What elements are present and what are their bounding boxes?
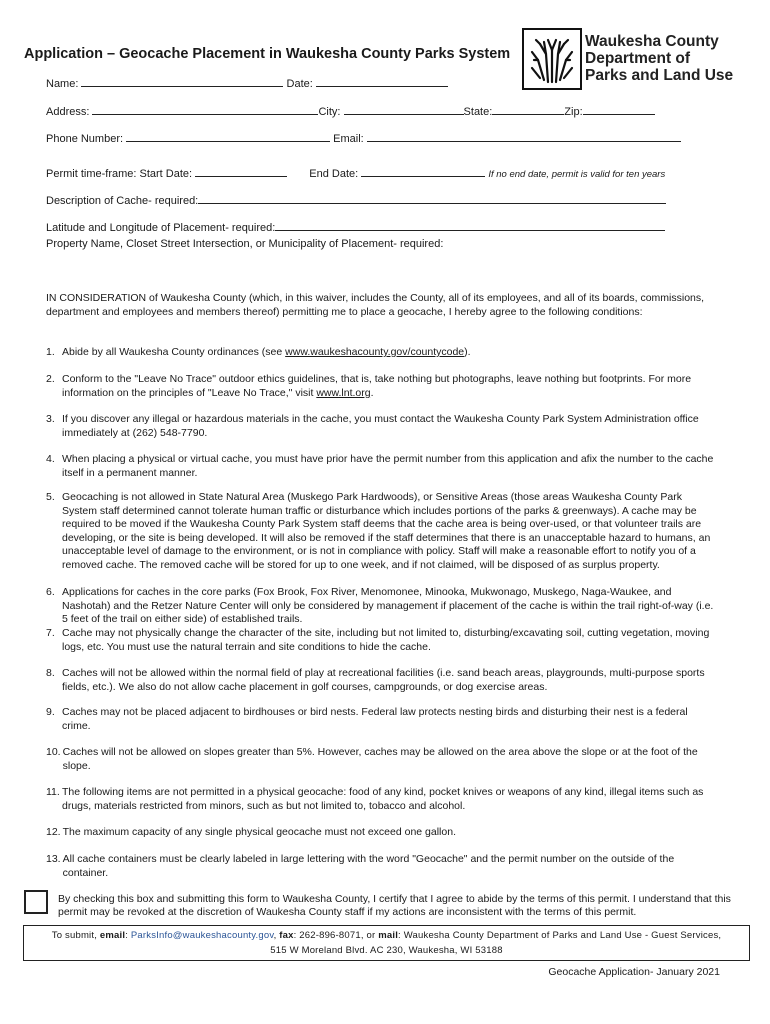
zip-label: Zip: bbox=[564, 106, 583, 118]
city-field[interactable] bbox=[344, 104, 464, 115]
condition-number: 11. bbox=[46, 786, 60, 798]
latlong-label: Latitude and Longitude of Placement- required: bbox=[46, 222, 276, 234]
condition-text: Cache may not physically change the character of the site, including but not limited to, disturbing/excavating soil, cutting vegetation, moving logs, etc. You must use the natural terrain and site conditions to hide the cache. bbox=[62, 627, 710, 653]
email-label: Email: bbox=[333, 133, 364, 145]
date-label: Date: bbox=[286, 78, 313, 90]
condition-number: 6. bbox=[46, 586, 55, 598]
condition-text-end: . bbox=[370, 386, 374, 399]
start-date-field[interactable] bbox=[195, 166, 287, 177]
condition-number: 4. bbox=[46, 453, 55, 465]
certify-text: By checking this box and submitting this form to Waukesha County, I certify that I agree to abide by the terms of this permit. I understand that this permit may be revoked at the discretion of Waukesha County staff if my actions are inconsistent with the terms of this permit. bbox=[58, 893, 731, 918]
condition-text: Caches may not be placed adjacent to birdhouses or bird nests. Federal law protects nesting birds and disturbing their nest is a federal crime. bbox=[62, 706, 688, 732]
submit-fax: 262-896-8071 bbox=[299, 930, 361, 941]
agency-line-1: Waukesha County bbox=[585, 33, 719, 50]
condition-5 bbox=[46, 491, 716, 572]
condition-1 bbox=[46, 346, 716, 360]
agency-line-2: Department of bbox=[585, 50, 691, 67]
countycode-link[interactable]: www.waukeshacounty.gov/countycode bbox=[285, 346, 465, 358]
condition-4 bbox=[46, 453, 716, 480]
county-logo-icon bbox=[522, 28, 582, 90]
condition-number: 2. bbox=[46, 373, 55, 385]
name-label: Name: bbox=[46, 78, 79, 90]
footer-version: Geocache Application- January 2021 bbox=[548, 966, 720, 978]
submit-or: , or bbox=[360, 930, 379, 941]
name-date-row bbox=[46, 76, 448, 90]
condition-12 bbox=[46, 826, 716, 840]
condition-number: 10. bbox=[46, 746, 61, 758]
latlong-field[interactable] bbox=[275, 220, 665, 231]
state-field[interactable] bbox=[492, 104, 564, 115]
submit-email-link[interactable]: ParksInfo@waukeshacounty.gov bbox=[130, 930, 274, 941]
end-date-field[interactable] bbox=[361, 166, 485, 177]
condition-text: Geocaching is not allowed in State Natural Area (Muskego Park Hardwoods), or Sensitive Areas (those areas Waukesha County Park System staff determined cannot tolerate human traffic or disturbance which includes portions of the parks & greenways). A cache may be required to be moved if the Waukesha County Park System staff deems that the cache area is being over-used, or that volunteer trails are developing, or the site is being developed. It will also be removed if the staff determines that there is an unacceptable hazard to humans, an unacceptable level of damage to the environment, or is not in compliance with policy. Staff will make a reasonable effort to notify you of a removed cache. The removed cache will be stored for up to one week, and if not claimed, will be disposed of as surplus property. bbox=[62, 491, 711, 571]
condition-text: Caches will not be allowed within the normal field of play at recreational facilities (i.e. sand beach areas, playgrounds, multi-purpose sports fields, etc.). We also do not allow cache placement in golf courses, campgrounds, or dog exercise areas. bbox=[62, 667, 705, 693]
description-row bbox=[46, 193, 666, 207]
condition-text: Abide by all Waukesha County ordinances (see bbox=[62, 346, 286, 358]
condition-6 bbox=[46, 586, 716, 627]
address-row bbox=[46, 104, 655, 118]
condition-number: 3. bbox=[46, 413, 55, 425]
end-date-note: If no end date, permit is valid for ten years bbox=[488, 169, 666, 180]
consideration-paragraph: IN CONSIDERATION of Waukesha County (which, in this waiver, includes the County, all of its employees, and all of its boards, commissions, department and employees and members thereof) permitting me to place a geocache, I hereby agree to the following conditions: bbox=[46, 292, 705, 318]
condition-8 bbox=[46, 667, 716, 694]
condition-text: Conform to the "Leave No Trace" outdoor ethics guidelines, that is, take nothing but photographs, leave nothing but footprints. For more information on the principles of "Leave No Trace," visit bbox=[62, 373, 692, 399]
email-method-label: email bbox=[99, 930, 126, 941]
condition-text: When placing a physical or virtual cache, you must have prior have the permit number from this application and afix the number to the cache itself in a permanent manner. bbox=[62, 453, 714, 479]
submit-intro: To submit, bbox=[51, 930, 100, 941]
condition-number: 9. bbox=[46, 706, 55, 718]
phone-email-row bbox=[46, 131, 681, 145]
condition-number: 1. bbox=[46, 346, 55, 358]
latlong-row bbox=[46, 220, 665, 234]
address-field[interactable] bbox=[92, 104, 318, 115]
form-title: Application – Geocache Placement in Waukesha County Parks System bbox=[24, 46, 511, 62]
lnt-link[interactable]: www.lnt.org bbox=[316, 386, 371, 399]
condition-text: The following items are not permitted in a physical geocache: food of any kind, pocket knives or weapons of any kind, illegal items such as drugs, materials restricted from minors, such as but not limited to, tobacco and alcohol. bbox=[62, 786, 704, 812]
mail-method-label: mail bbox=[378, 930, 399, 941]
condition-text: Applications for caches in the core parks (Fox Brook, Fox River, Menomonee, Minooka, Mukwonago, Muskego, Naga-Waukee, and Nashotah) and the Retzer Nature Center will only be considered by management if placement of the cache is within the trail right-of-way (i.e. 5 feet of the trail on either side) of established trails. bbox=[62, 586, 714, 625]
submit-instructions: To submit, email: ParksInfo@waukeshacounty.gov, fax: 262-896-8071, or mail: Waukesha County Department of Parks and Land Use - Guest Services, 515 W Moreland Blvd. AC 230, Waukesha, WI 53188 bbox=[23, 925, 750, 961]
condition-number: 8. bbox=[46, 667, 55, 679]
condition-7 bbox=[46, 627, 716, 654]
condition-2 bbox=[46, 373, 716, 400]
fax-method-label: fax bbox=[279, 930, 294, 941]
end-date-label: End Date: bbox=[309, 168, 359, 180]
property-label: Property Name, Closet Street Intersection, or Municipality of Placement- required: bbox=[46, 238, 444, 250]
submit-address: 515 W Moreland Blvd. AC 230, Waukesha, WI 53188 bbox=[270, 945, 503, 956]
condition-text-end: ). bbox=[464, 346, 471, 358]
condition-text: If you discover any illegal or hazardous materials in the cache, you must contact the Waukesha County Park System Administration office immediately at (262) 548-7790. bbox=[62, 413, 699, 439]
city-label: City: bbox=[318, 106, 341, 118]
start-date-label: Permit time-frame: Start Date: bbox=[46, 168, 193, 180]
condition-number: 12. bbox=[46, 826, 61, 838]
property-row bbox=[46, 238, 443, 250]
condition-number: 7. bbox=[46, 627, 55, 639]
description-field[interactable] bbox=[198, 193, 666, 204]
submit-mail: Waukesha County Department of Parks and Land Use - Guest Services, bbox=[403, 930, 722, 941]
condition-text: All cache containers must be clearly labeled in large lettering with the word "Geocache" and the permit number on the outside of the container. bbox=[62, 853, 675, 879]
agency-line-3: Parks and Land Use bbox=[585, 67, 734, 84]
condition-number: 13. bbox=[46, 853, 61, 865]
phone-label: Phone Number: bbox=[46, 133, 124, 145]
condition-number: 5. bbox=[46, 491, 55, 503]
condition-9 bbox=[46, 706, 716, 733]
name-field[interactable] bbox=[81, 76, 283, 87]
description-label: Description of Cache- required: bbox=[46, 195, 199, 207]
condition-text: The maximum capacity of any single physical geocache must not exceed one gallon. bbox=[62, 826, 456, 838]
zip-field[interactable] bbox=[583, 104, 655, 115]
condition-10 bbox=[46, 746, 716, 773]
phone-field[interactable] bbox=[126, 131, 330, 142]
condition-text: Caches will not be allowed on slopes greater than 5%. However, caches may be allowed on the area above the slope or at the foot of the slope. bbox=[62, 746, 698, 772]
certify-checkbox[interactable] bbox=[24, 890, 48, 914]
condition-13 bbox=[46, 853, 716, 880]
agency-name bbox=[585, 33, 733, 84]
date-field[interactable] bbox=[316, 76, 448, 87]
email-field[interactable] bbox=[367, 131, 681, 142]
timeframe-row bbox=[46, 166, 665, 180]
condition-3 bbox=[46, 413, 716, 440]
address-label: Address: bbox=[46, 106, 90, 118]
condition-11 bbox=[46, 786, 716, 813]
state-label: State: bbox=[463, 106, 493, 118]
